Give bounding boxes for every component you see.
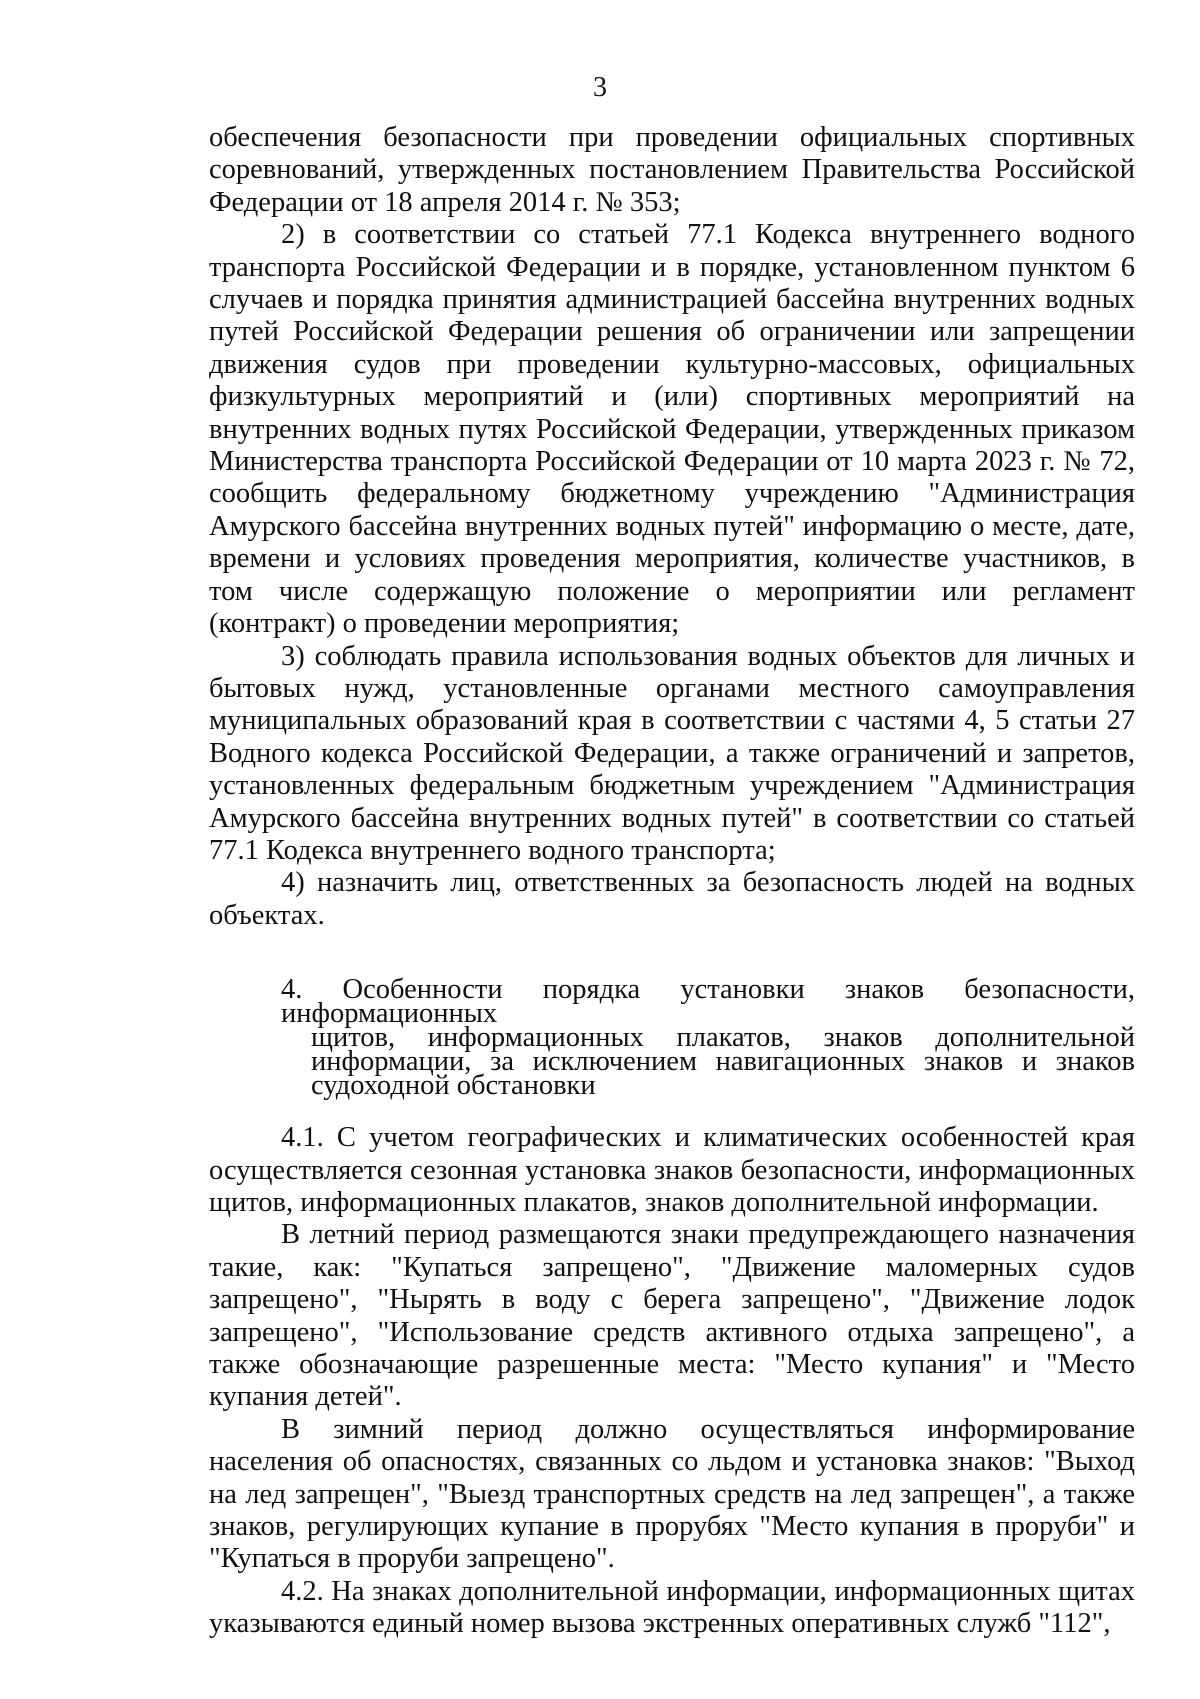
section-4-heading-continuation: щитов, информационных плакатов, знаков дополнительной информации, за исключением навигационных знаков и знаков судоходной обстановки bbox=[311, 1022, 1135, 1102]
paragraph-4-1: 4.1. С учетом географических и климатических особенностей края осуществляется сезонная установка знаков безопасности, информационных щитов, информационных плакатов, знаков дополнительной информации. bbox=[209, 1122, 1135, 1218]
list-item-3: 3) соблюдать правила использования водных объектов для личных и бытовых нужд, установленные органами местного самоуправления муниципальных образований края в соответствии с частями 4, 5 статьи 27 Водного кодекса Российской Федерации, а также ограничений и запретов, установленных федеральным бюджетным учреждением "Администрация Амурского бассейна внутренних водных путей" в соответствии со статьей 77.1 Кодекса внутреннего водного транспорта; bbox=[209, 640, 1135, 866]
page-number: 3 bbox=[593, 72, 607, 103]
section-4-heading bbox=[209, 974, 1135, 1102]
section-spacer bbox=[209, 932, 1135, 978]
paragraph-summer-signs: В летний период размещаются знаки предупреждающего назначения такие, как: "Купаться запрещено", "Движение маломерных судов запрещено", "Нырять в воду с берега запрещено", "Движение лодок запрещено", "Использование средств активного отдыха запрещено", а также обозначающие разрешенные места: "Место купания" и "Место купания детей". bbox=[209, 1219, 1135, 1413]
paragraph-4-2: 4.2. На знаках дополнительной информации, информационных щитах указываются единый номер вызова экстренных оперативных служб "112", bbox=[209, 1575, 1135, 1640]
list-item-4: 4) назначить лиц, ответственных за безопасность людей на водных объектах. bbox=[209, 867, 1135, 931]
document-body bbox=[209, 122, 1135, 1641]
section-4-heading-first-line: 4. Особенности порядка установки знаков безопасности, информационных bbox=[281, 974, 1135, 1030]
paragraph-winter-signs: В зимний период должно осуществляться информирование населения об опасностях, связанных со льдом и установка знаков: "Выход на лед запрещен", "Выезд транспортных средств на лед запрещен", а также знаков, регулирующих купание в прорубях "Место купания в проруби" и "Купаться в проруби запрещено". bbox=[209, 1413, 1135, 1575]
list-item-2: 2) в соответствии со статьей 77.1 Кодекса внутреннего водного транспорта Российской Федерации и в порядке, установленном пунктом 6 случаев и порядка принятия администрацией бассейна внутренних водных путей Российской Федерации решения об ограничении или запрещении движения судов при проведении культурно-массовых, официальных физкультурных мероприятий и (или) спортивных мероприятий на внутренних водных путях Российской Федерации, утвержденных приказом Министерства транспорта Российской Федерации от 10 марта 2023 г. № 72, сообщить федеральному бюджетному учреждению "Администрация Амурского бассейна внутренних водных путей" информацию о месте, дате, времени и условиях проведения мероприятия, количестве участников, в том числе содержащую положение о мероприятии или регламент (контракт) о проведении мероприятия; bbox=[209, 219, 1135, 640]
intro-continuation: обеспечения безопасности при проведении официальных спортивных соревнований, утвержденных постановлением Правительства Российской Федерации от 18 апреля 2014 г. № 353; bbox=[209, 122, 1135, 218]
